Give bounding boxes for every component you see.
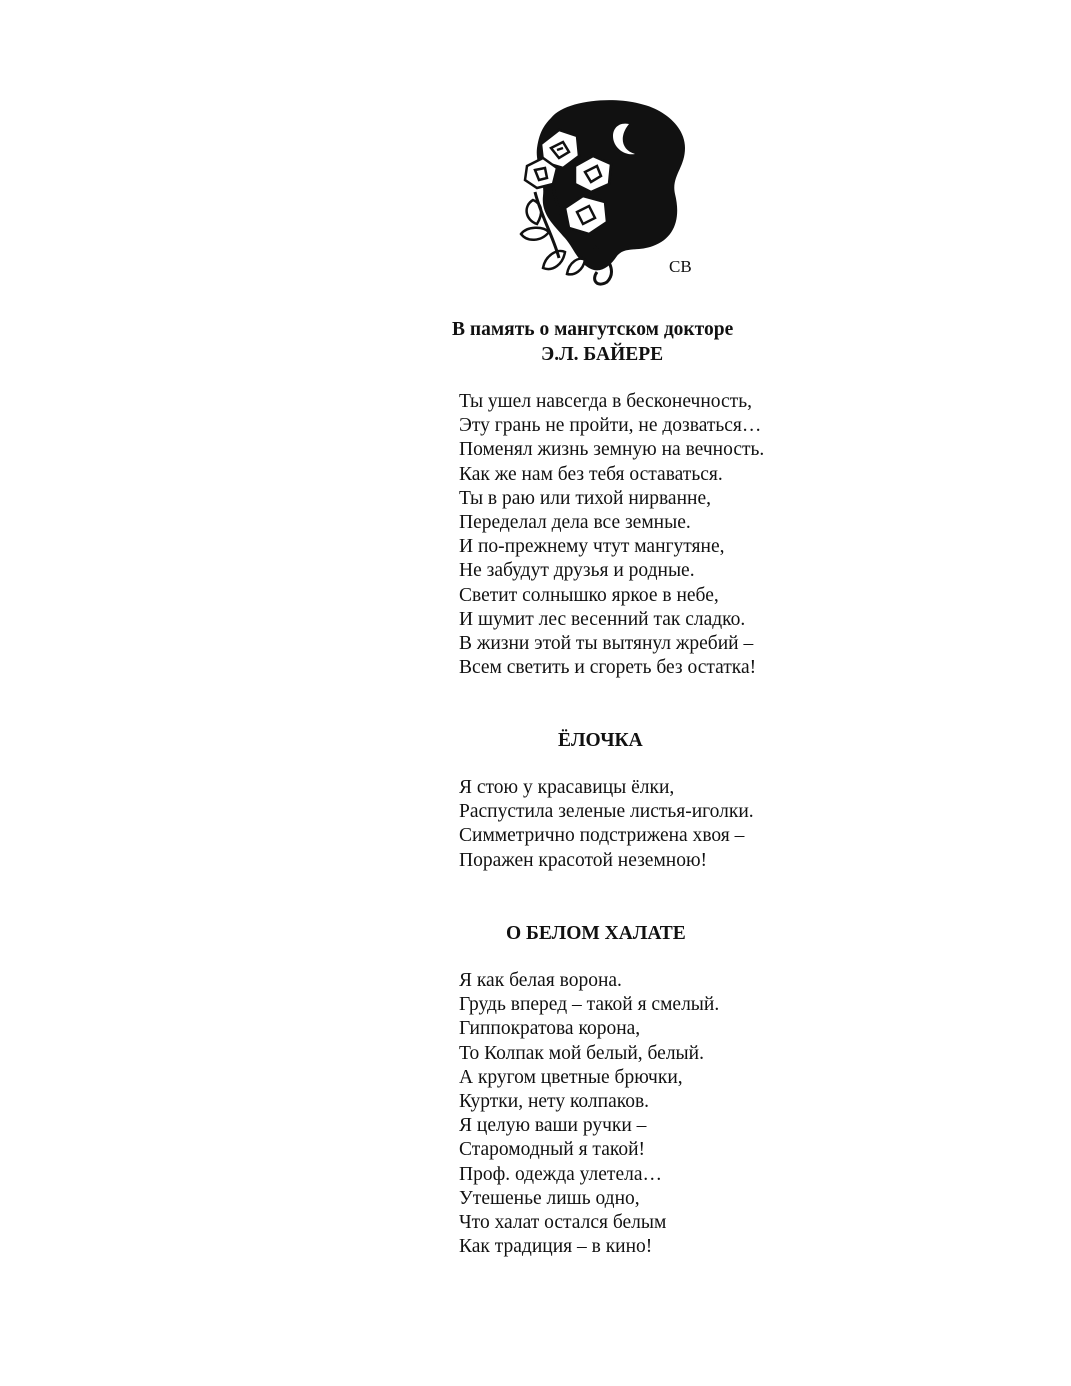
poem-line: Как же нам без тебя оставаться. xyxy=(459,463,723,485)
poem-line: Переделал дела все земные. xyxy=(459,512,691,534)
poem-line: Гиппократова корона, xyxy=(459,1018,641,1040)
poem-line: Поражен красотой неземною! xyxy=(459,849,708,871)
poem-line: Что халат остался белым xyxy=(459,1212,667,1234)
poem-line: То Колпак мой белый, белый. xyxy=(459,1042,704,1064)
poem-line: Поменял жизнь земную на вечность. xyxy=(459,439,765,461)
poem-line: Старомодный я такой! xyxy=(459,1139,646,1161)
poem-line: И шумит лес весенний так сладко. xyxy=(459,608,746,630)
poem-line: Ты в раю или тихой нирванне, xyxy=(459,487,711,509)
poem-1-title: Э.Л. БАЙЕРЕ xyxy=(541,344,664,365)
poem-line: Куртки, нету колпаков. xyxy=(459,1091,650,1113)
poem-1-stanza xyxy=(459,390,764,680)
poem-line: Всем светить и сгореть без остатка! xyxy=(459,657,757,679)
poem-line: Не забудут друзья и родные. xyxy=(459,560,695,582)
poem-line: А кругом цветные брючки, xyxy=(459,1066,683,1088)
hair-silhouette xyxy=(537,100,685,270)
poem-line: Распустила зеленые листья-иголки. xyxy=(459,801,754,823)
poem-line: Я целую ваши ручки – xyxy=(459,1115,647,1137)
poem-line: Ты ушел навсегда в бесконечность, xyxy=(459,391,752,412)
poem-line: Симметрично подстрижена хвоя – xyxy=(459,825,745,847)
poem-line: В жизни этой ты вытянул жребий – xyxy=(459,633,754,655)
poem-line: Как традиция – в кино! xyxy=(459,1236,653,1258)
poem-line: Я стою у красавицы ёлки, xyxy=(459,777,675,798)
poem-2-title: ЁЛОЧКА xyxy=(558,730,643,751)
artist-monogram: СВ xyxy=(669,257,692,276)
poem-1-dedication: В память о мангутском докторе xyxy=(452,319,734,340)
poem-line: И по-прежнему чтут мангутяне, xyxy=(459,536,725,558)
poem-3-title: О БЕЛОМ ХАЛАТЕ xyxy=(506,923,686,944)
poem-line: Светит солнышко яркое в небе, xyxy=(459,584,719,606)
poem-line: Грудь вперед – такой я смелый. xyxy=(459,994,720,1016)
poem-line: Проф. одежда улетела… xyxy=(459,1163,662,1185)
poem-line: Эту грань не пройти, не дозваться… xyxy=(459,415,762,437)
poem-line: Утешенье лишь одно, xyxy=(459,1187,640,1209)
rose-bouquet-illustration xyxy=(513,96,703,292)
poem-line: Я как белая ворона. xyxy=(459,970,622,991)
poem-3-stanza xyxy=(459,969,719,1259)
poem-2-stanza xyxy=(459,776,754,873)
